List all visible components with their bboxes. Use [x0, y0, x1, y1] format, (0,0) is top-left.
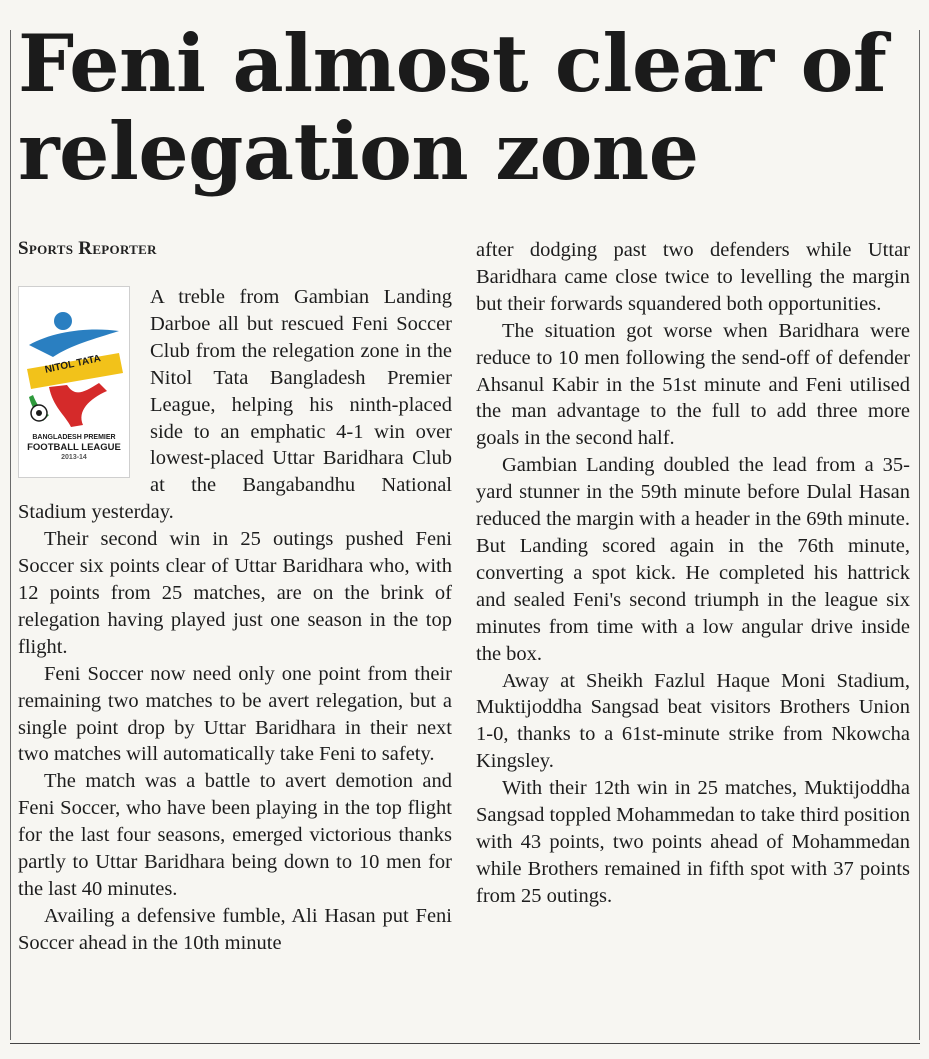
- paragraph: With their 12th win in 25 matches, Muktijoddha Sangsad toppled Mohammedan to take third position with 43 points, two points ahead of Mohammedan while Brothers remained in fifth spot with 37 points from 25 outings.: [476, 777, 910, 907]
- logo-caption-line1: BANGLADESH PREMIER: [32, 434, 116, 441]
- headline: Feni almost clear of relegation zone: [18, 17, 887, 198]
- logo-brand-text: NITOL TATA: [43, 353, 102, 376]
- paragraph: Their second win in 25 outings pushed Feni Soccer six points clear of Uttar Baridhara who, with 12 points from 25 matches, are on the brink of relegation having played just one season in the top flight.: [18, 528, 452, 658]
- bottom-rule: [10, 1043, 920, 1044]
- paragraph: The match was a battle to avert demotion and Feni Soccer, who have been playing in the top flight for the last four seasons, emerged victorious thanks partly to Uttar Baridhara being down to 10 men for the last 40 minutes.: [18, 770, 452, 900]
- paragraph: Feni Soccer now need only one point from their remaining two matches to be avert relegation, but a single point drop by Uttar Baridhara in their next two matches will automatically take Feni to safety.: [18, 662, 452, 766]
- league-logo: [18, 286, 130, 478]
- logo-caption: [19, 433, 129, 462]
- logo-caption-line2: FOOTBALL LEAGUE: [27, 442, 121, 453]
- paragraph: A treble from Gambian Landing Darboe all but rescued Feni Soccer Club from the relegation zone in the Nitol Tata Bangladesh Premier League, helping his ninth-placed side to an emphatic 4-1 win over lowest-placed Uttar Baridhara Club at the Bangabandhu National Stadium yesterday.: [18, 286, 452, 524]
- column-rule-right: [919, 30, 920, 1040]
- paragraph: Gambian Landing doubled the lead from a 35-yard stunner in the 59th minute before Dulal Hasan reduced the margin with a header in the 69th minute. But Landing scored again in the 76th minute, converting a spot kick. He completed his hattrick and sealed Feni's second triumph in the league six minutes from time with a low angular drive inside the box.: [476, 454, 910, 665]
- paragraph: Availing a defensive fumble, Ali Hasan put Feni Soccer ahead in the 10th minute: [18, 904, 452, 954]
- logo-player-head: [54, 312, 72, 330]
- paragraph: The situation got worse when Baridhara were reduce to 10 men following the send-off of defender Ahsanul Kabir in the 51st minute and Feni utilised the man advantage to the full to add three more goals in the second half.: [476, 319, 910, 450]
- football-icon-patch: [36, 410, 42, 416]
- logo-caption-line3: 2013-14: [61, 454, 87, 461]
- column-rule-left: [10, 30, 11, 1040]
- article-column-right: [476, 237, 910, 910]
- paragraph: after dodging past two defenders while Uttar Baridhara came close twice to levelling the margin but their forwards squandered both opportunities.: [476, 239, 910, 315]
- article-column-left: [18, 284, 452, 957]
- logo-red-legs: [49, 383, 107, 427]
- byline: Sports Reporter: [18, 238, 157, 259]
- paragraph: Away at Sheikh Fazlul Haque Moni Stadium, Muktijoddha Sangsad beat visitors Brothers Union 1-0, thanks to a 61st-minute strike from Nkowcha Kingsley.: [476, 669, 910, 773]
